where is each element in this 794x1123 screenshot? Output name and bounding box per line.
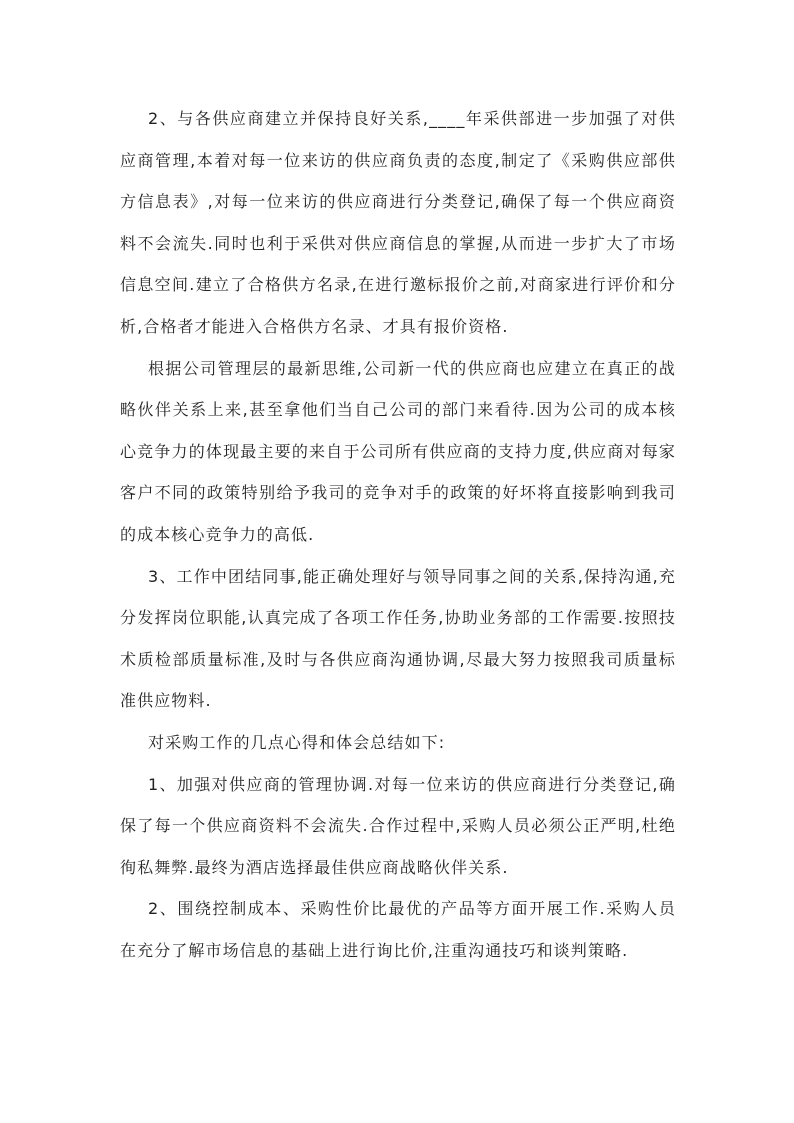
paragraph-summary-intro: 对采购工作的几点心得和体会总结如下: (148, 732, 446, 752)
paragraph-teamwork: 3、工作中团结同事,能正确处理好与领导同事之间的关系,保持沟通,充分发挥岗位职能,认真完成了各项工作任务,协助业务部的工作需要.按照技术质检部质量标准,及时与各供应商沟通协调,尽最大努力按照我司质量标准供应物料. (120, 566, 676, 711)
paragraph-cost-control: 2、围绕控制成本、采购性价比最优的产品等方面开展工作.采购人员在充分了解市场信息的基础上进行询比价,注重沟通技巧和谈判策略. (120, 899, 676, 960)
paragraph-supplier-coordination: 1、加强对供应商的管理协调.对每一位来访的供应商进行分类登记,确保了每一个供应商资料不会流失.合作过程中,采购人员必须公正严明,杜绝徇私舞弊.最终为酒店选择最佳供应商战略伙伴关系. (120, 774, 676, 877)
paragraph-supplier-relations: 2、与各供应商建立并保持良好关系,____年采供部进一步加强了对供应商管理,本着对每一位来访的供应商负责的态度,制定了《采购供应部供方信息表》,对每一位来访的供应商进行分类登记,确保了每一个供应商资料不会流失.同时也利于采供对供应商信息的掌握,从而进一步扩大了市场信息空间.建立了合格供方名录,在进行邀标报价之前,对商家进行评价和分析,合格者才能进入合格供方名录、才具有报价资格. (120, 109, 676, 336)
paragraph-strategic-partnership: 根据公司管理层的最新思维,公司新一代的供应商也应建立在真正的战略伙伴关系上来,甚至拿他们当自己公司的部门来看待.因为公司的成本核心竞争力的体现最主要的来自于公司所有供应商的支持力度,供应商对每家客户不同的政策特别给予我司的竞争对手的政策的好坏将直接影响到我司的成本核心竞争力的高低. (120, 358, 676, 544)
document-body (120, 98, 676, 971)
